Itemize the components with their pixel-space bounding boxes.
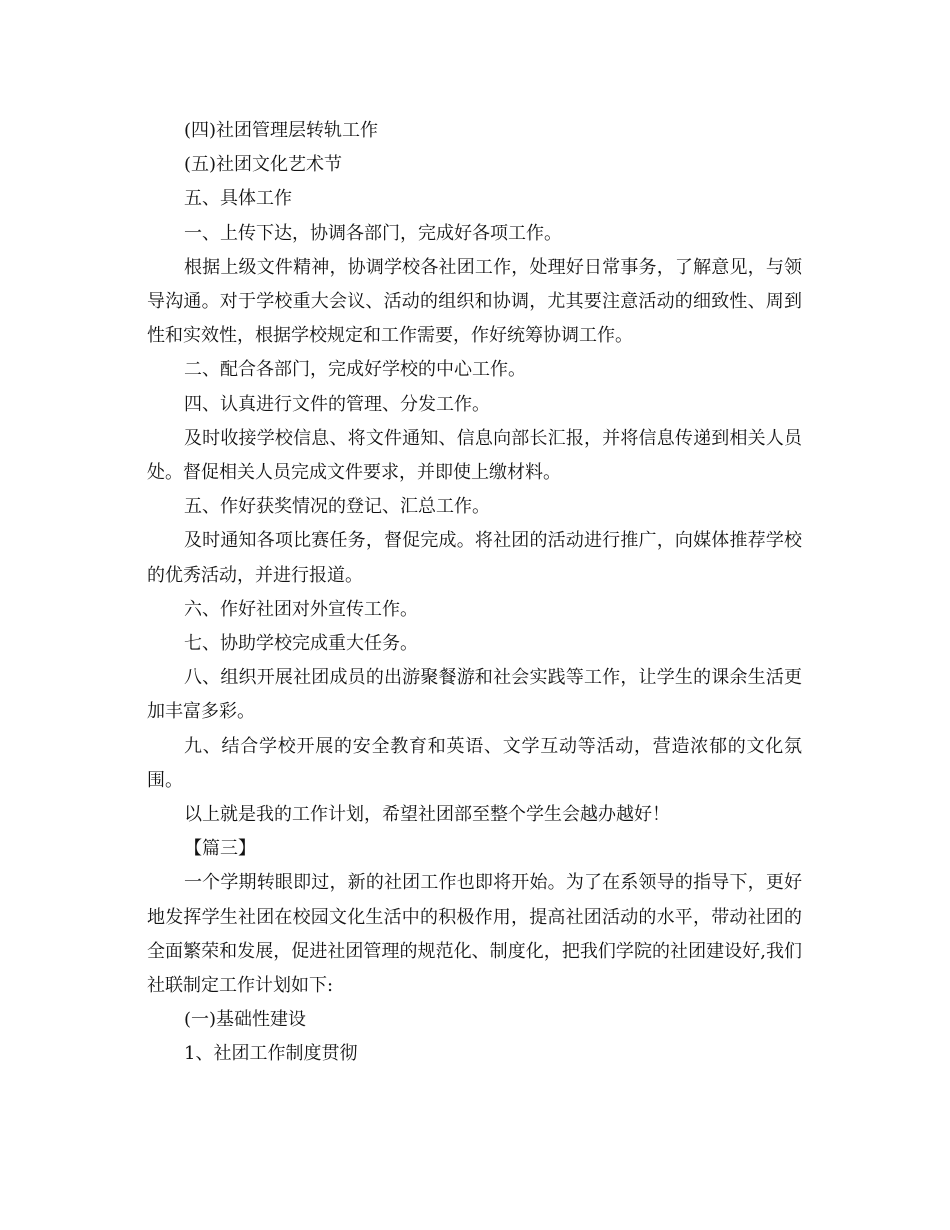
paragraph: 一个学期转眼即过，新的社团工作也即将开始。为了在系领导的指导下，更好地发挥学生社团在校园文化生活中的积极作用，提高社团活动的水平，带动社团的全面繁荣和发展，促进社团管理的规范化、制度化，把我们学院的社团建设好,我们社联制定工作计划如下: xyxy=(147,872,802,997)
document-body xyxy=(147,114,802,1072)
paragraph: 1、社团工作制度贯彻 xyxy=(184,1043,358,1065)
paragraph: 以上就是我的工作计划，希望社团部至整个学生会越办越好！ xyxy=(184,804,670,826)
paragraph: 六、作好社团对外宣传工作。 xyxy=(184,598,418,620)
paragraph: 二、配合各部门，完成好学校的中心工作。 xyxy=(184,359,526,381)
section-heading: 【篇三】 xyxy=(184,838,256,860)
paragraph: 一、上传下达，协调各部门，完成好各项工作。 xyxy=(184,222,562,244)
section-heading: 五、具体工作 xyxy=(184,188,292,210)
paragraph: 五、作好获奖情况的登记、汇总工作。 xyxy=(184,496,490,518)
paragraph: (五)社团文化艺术节 xyxy=(184,154,343,176)
paragraph: 及时收接学校信息、将文件通知、信息向部长汇报，并将信息传递到相关人员处。督促相关人员完成文件要求，并即使上缴材料。 xyxy=(147,427,802,484)
paragraph: 八、组织开展社团成员的出游聚餐游和社会实践等工作，让学生的课余生活更加丰富多彩。 xyxy=(147,667,802,723)
paragraph: 七、协助学校完成重大任务。 xyxy=(184,633,418,655)
paragraph: (一)基础性建设 xyxy=(184,1009,307,1031)
paragraph: 根据上级文件精神，协调学校各社团工作，处理好日常事务，了解意见，与领导沟通。对于学校重大会议、活动的组织和协调，尤其要注意活动的细致性、周到性和实效性，根据学校规定和工作需要，作好统筹协调工作。 xyxy=(147,256,802,347)
paragraph: (四)社团管理层转轨工作 xyxy=(184,120,379,141)
paragraph: 四、认真进行文件的管理、分发工作。 xyxy=(184,393,490,415)
paragraph: 及时通知各项比赛任务，督促完成。将社团的活动进行推广，向媒体推荐学校的优秀活动，并进行报道。 xyxy=(147,530,802,586)
paragraph: 九、结合学校开展的安全教育和英语、文学互动等活动，营造浓郁的文化氛围。 xyxy=(147,735,802,791)
